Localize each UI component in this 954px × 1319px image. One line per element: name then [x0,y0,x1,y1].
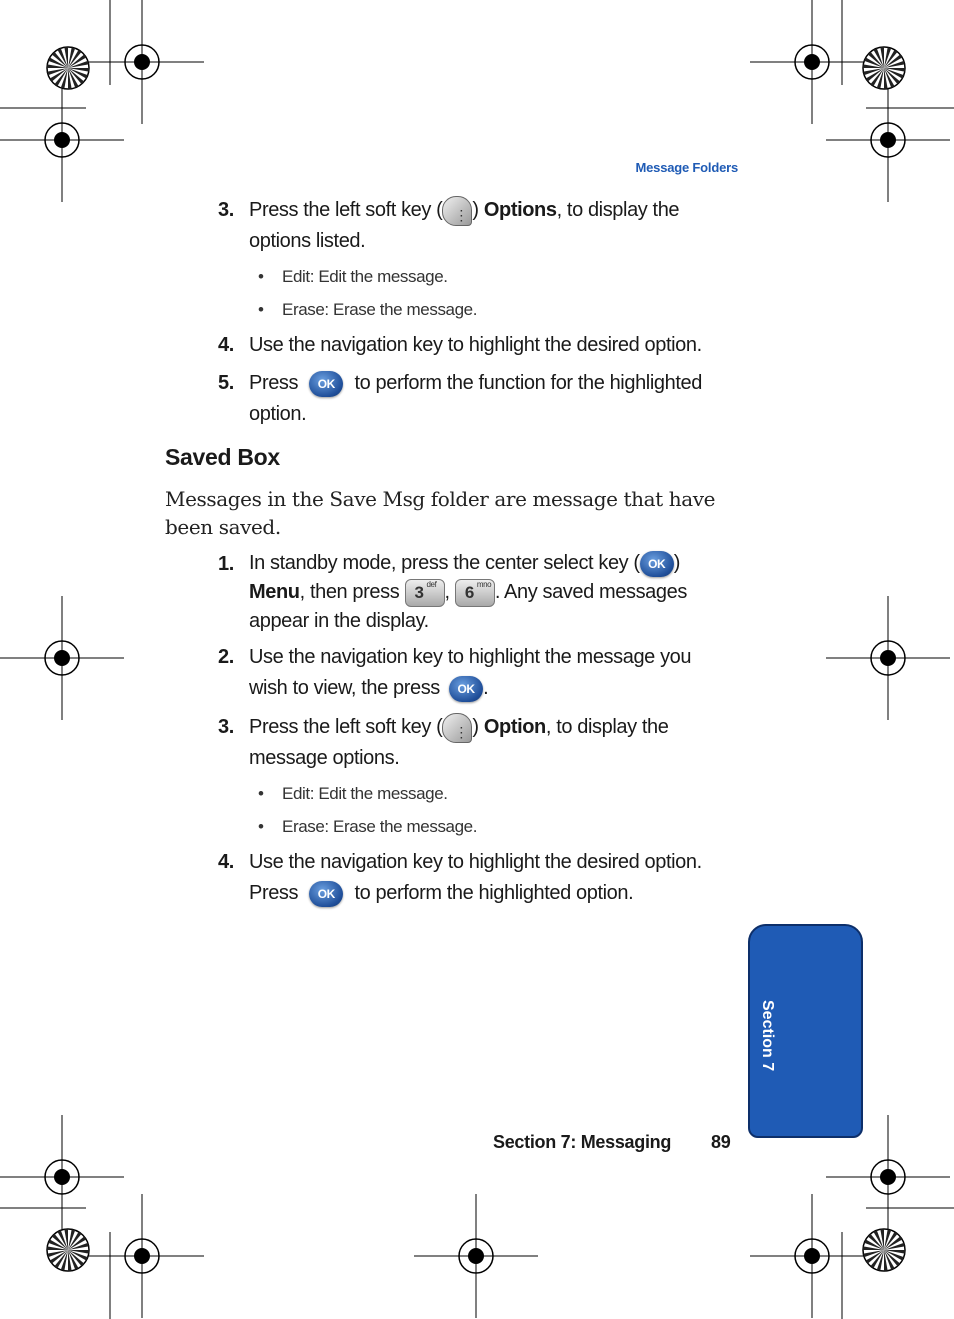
left-soft-key-icon [442,196,472,226]
left-soft-key-icon [442,713,472,743]
registration-starburst-icon [47,47,89,89]
section-tab-label: Section 7 [759,1000,776,1072]
registration-starburst-icon [863,1229,905,1271]
running-header: Message Folders [635,160,738,175]
ok-key-icon: OK [640,551,674,577]
registration-crosshair-icon [750,1194,874,1318]
registration-crosshair-icon [750,0,874,124]
ok-key-icon: OK [309,881,343,907]
registration-starburst-icon [47,1229,89,1271]
registration-crosshair-icon [826,78,950,202]
footer-section-title: Section 7: Messaging [493,1132,672,1152]
registration-crosshair-icon [0,78,124,202]
intro-paragraph: Messages in the Save Msg folder are message that have been saved. [165,487,716,539]
section-heading: Saved Box [165,444,280,470]
key-3-icon: 3 def [405,579,445,607]
ok-key-icon: OK [449,676,483,702]
registration-crosshair-icon [414,1194,538,1318]
key-6-icon: 6 mno [455,579,495,607]
registration-crosshair-icon [80,1194,204,1318]
registration-crosshair-icon [0,1115,124,1239]
ok-key-icon: OK [309,371,343,397]
page-number: 89 [711,1132,731,1152]
registration-crosshair-icon [80,0,204,124]
registration-starburst-icon [863,47,905,89]
registration-crosshair-icon [0,596,124,720]
registration-crosshair-icon [826,596,950,720]
